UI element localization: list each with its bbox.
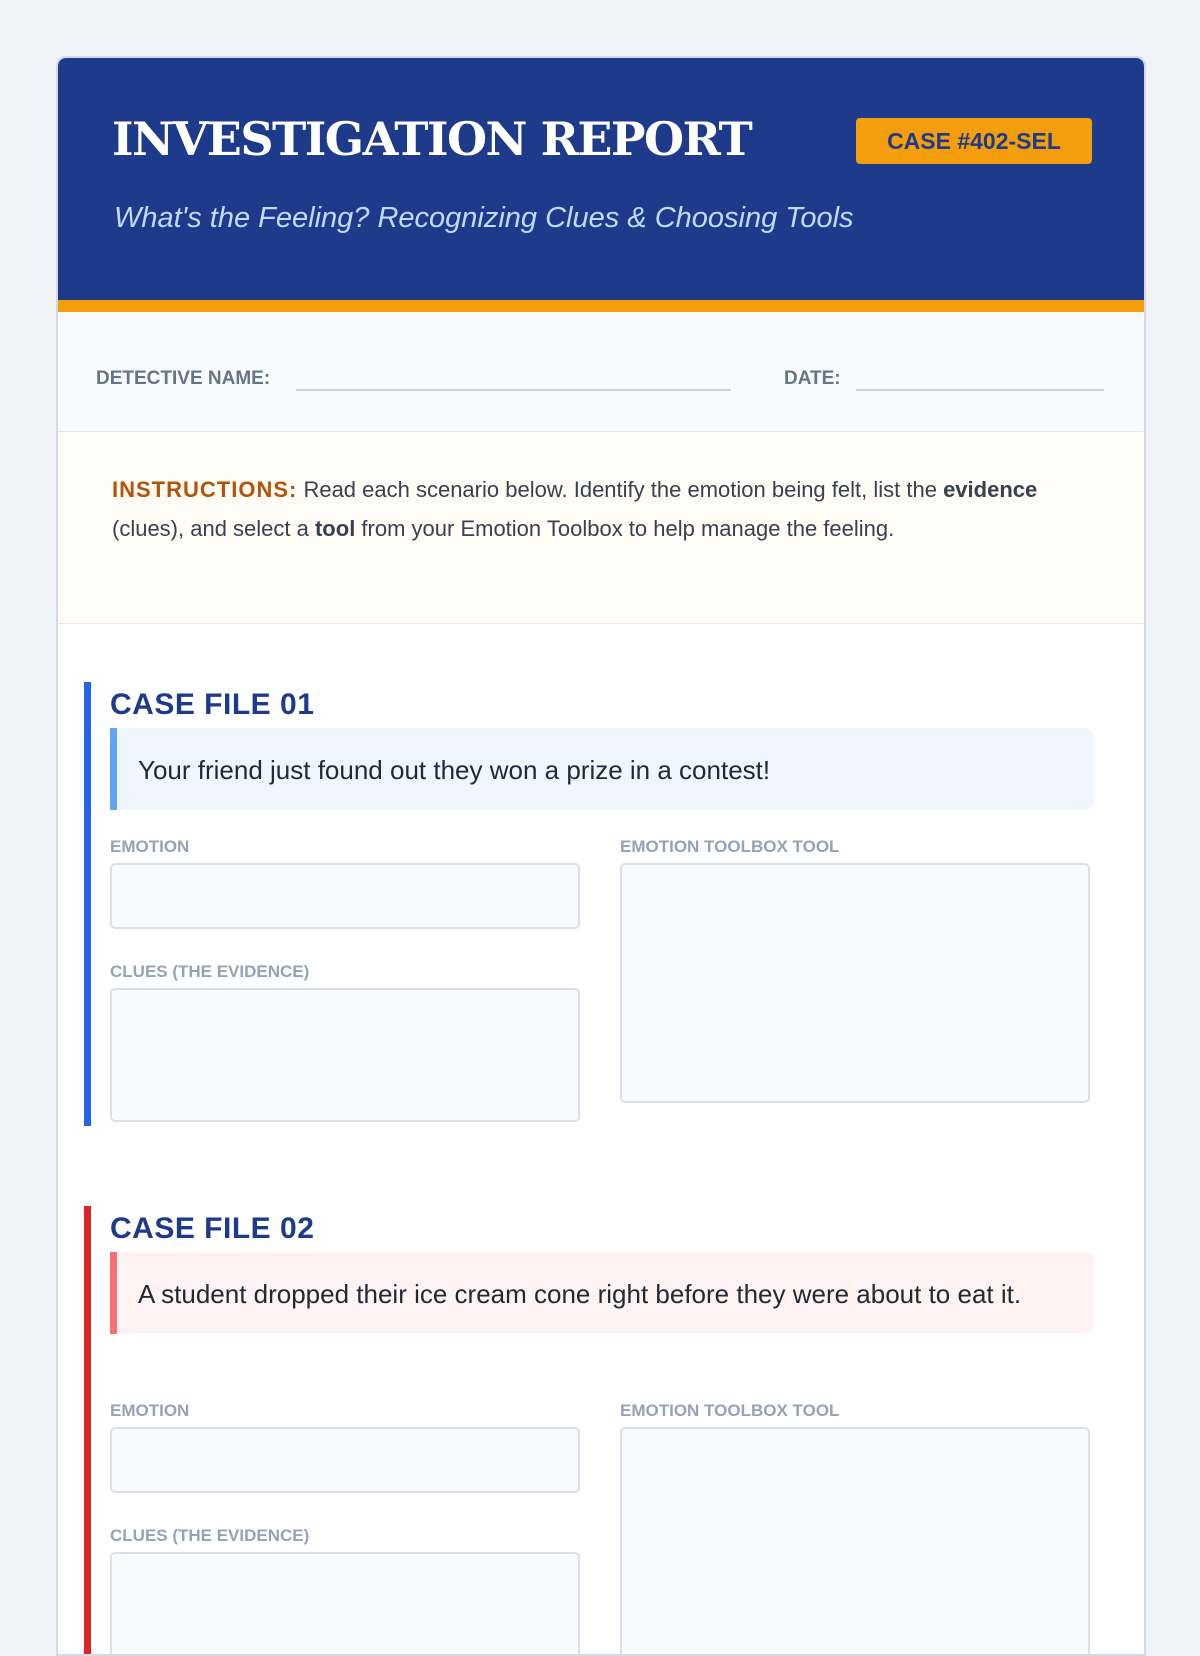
detective-name-label: DETECTIVE NAME: bbox=[96, 368, 271, 389]
instructions-text-1: Read each scenario below. Identify the emotion being felt, list the bbox=[297, 477, 944, 502]
case-file-02 bbox=[84, 1206, 1094, 1656]
toolbox-tool-input[interactable] bbox=[620, 863, 1090, 1103]
emotion-label: EMOTION bbox=[110, 1401, 190, 1420]
date-label: DATE: bbox=[784, 368, 841, 389]
case-file-01 bbox=[84, 682, 1094, 1126]
clues-label: CLUES (THE EVIDENCE) bbox=[110, 962, 310, 981]
clues-input[interactable] bbox=[110, 1552, 580, 1656]
emotion-label: EMOTION bbox=[110, 837, 190, 856]
clues-label: CLUES (THE EVIDENCE) bbox=[110, 1526, 310, 1545]
case-title: CASE FILE 02 bbox=[110, 1212, 315, 1245]
toolbox-tool-label: EMOTION TOOLBOX TOOL bbox=[620, 837, 840, 856]
case-title: CASE FILE 01 bbox=[110, 688, 315, 721]
case-scenario: Your friend just found out they won a prize in a contest! bbox=[110, 728, 1094, 810]
report-title: INVESTIGATION REPORT bbox=[112, 112, 752, 166]
case-scenario: A student dropped their ice cream cone right before they were about to eat it. bbox=[110, 1252, 1094, 1334]
toolbox-tool-label: EMOTION TOOLBOX TOOL bbox=[620, 1401, 840, 1420]
report-subtitle: What's the Feeling? Recognizing Clues & Choosing Tools bbox=[114, 202, 854, 234]
emotion-input[interactable] bbox=[110, 1427, 580, 1493]
clues-input[interactable] bbox=[110, 988, 580, 1122]
instructions-box bbox=[58, 432, 1144, 624]
case-number-badge: CASE #402-SEL bbox=[856, 118, 1092, 164]
instructions-evidence: evidence bbox=[943, 477, 1038, 502]
instructions-text-2: (clues), and select a bbox=[112, 516, 315, 541]
date-field[interactable] bbox=[856, 389, 1104, 391]
report-header bbox=[58, 58, 1144, 312]
emotion-input[interactable] bbox=[110, 863, 580, 929]
detective-info-row bbox=[58, 312, 1144, 432]
instructions-text-3: from your Emotion Toolbox to help manage the feeling. bbox=[355, 516, 895, 541]
detective-name-field[interactable] bbox=[296, 389, 731, 391]
instructions-heading: INSTRUCTIONS: bbox=[112, 477, 298, 502]
toolbox-tool-input[interactable] bbox=[620, 1427, 1090, 1656]
instructions-tool: tool bbox=[314, 516, 356, 541]
worksheet-sheet bbox=[56, 56, 1146, 1656]
